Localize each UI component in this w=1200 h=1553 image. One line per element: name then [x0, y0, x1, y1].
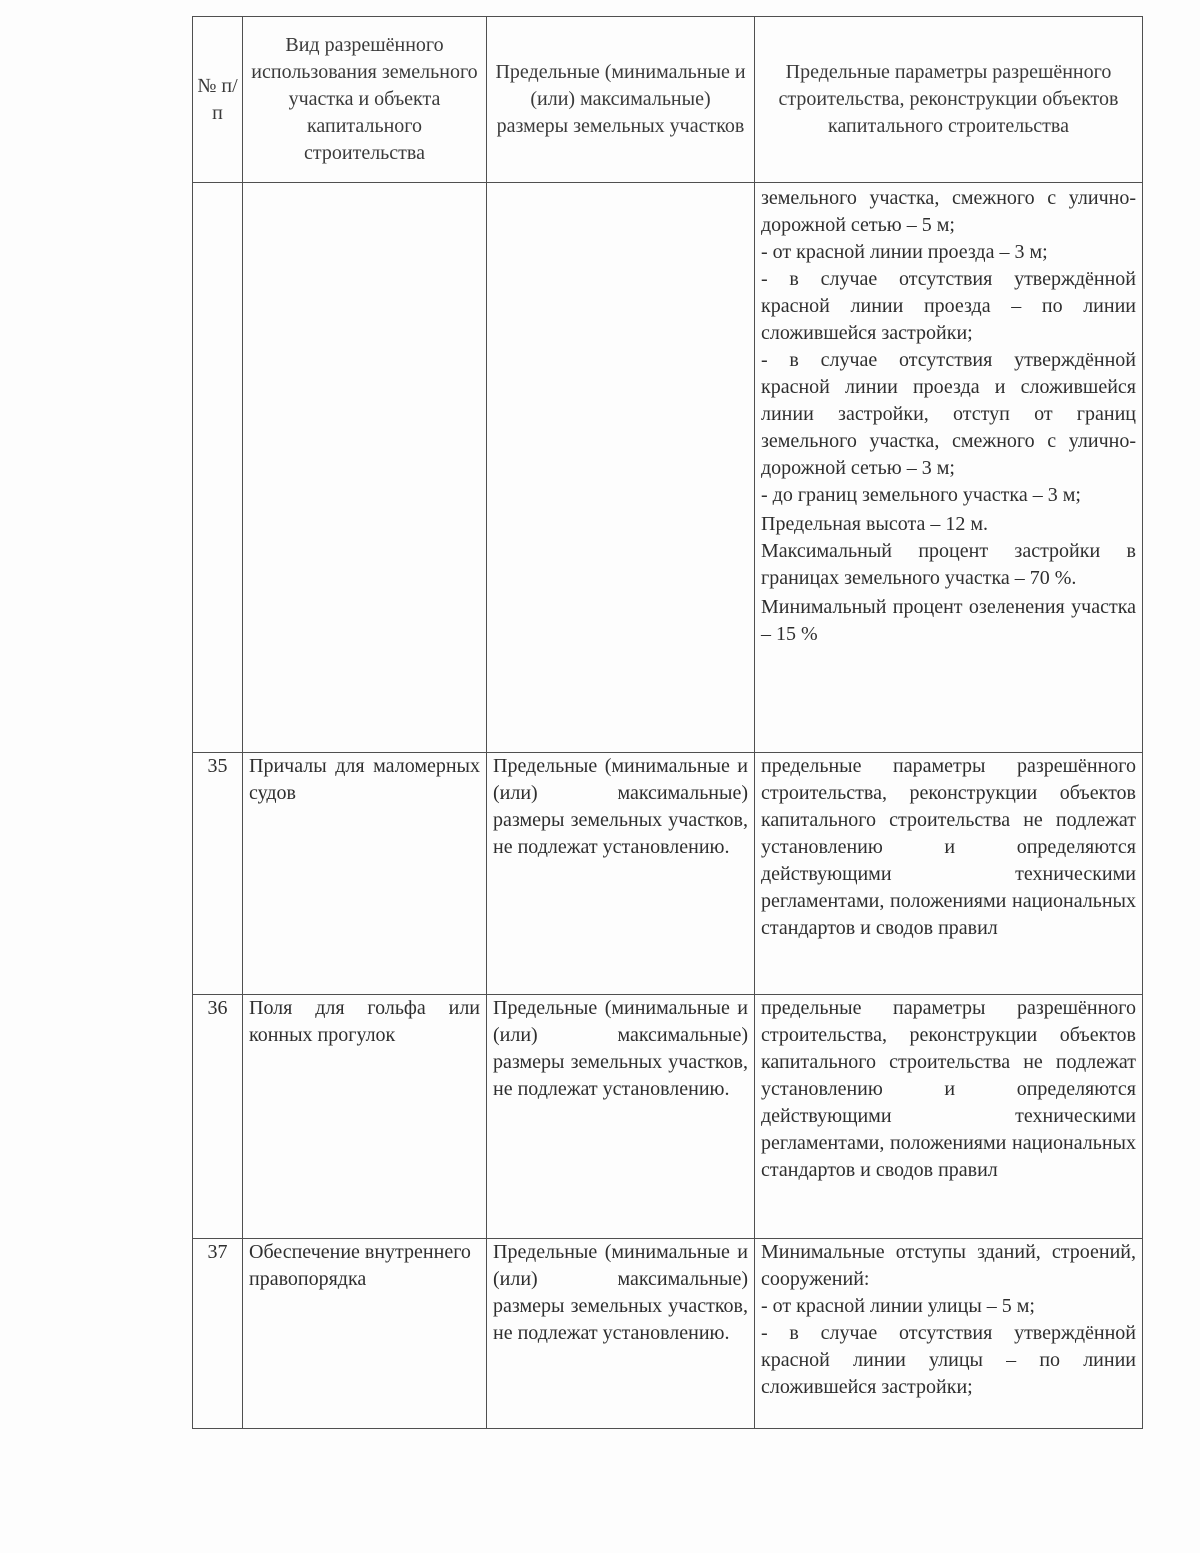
param-line: земельного участка, смежного с улично-дорожной сетью – 5 м;: [761, 187, 1136, 236]
param-line: - от красной линии проезда – 3 м;: [761, 241, 1048, 263]
header-use-kind: Вид разрешённого использования земельного участка и объекта капитального строительства: [243, 17, 487, 183]
table-header-row: [193, 17, 1143, 183]
param-line: - в случае отсутствия утверждённой красной линии проезда и сложившейся линии застройки, отступ от границ земельного участка, смежного с улично-дорожной сетью – 3 м;: [761, 349, 1136, 479]
row-number: [193, 183, 243, 753]
row-building-params: [755, 995, 1143, 1239]
param-line: Предельная высота – 12 м.: [761, 513, 989, 535]
table-row: [193, 995, 1143, 1239]
row-use-kind: [243, 183, 487, 753]
row-building-params: [755, 183, 1143, 753]
row-building-params: [755, 753, 1143, 995]
header-building-params: Предельные параметры разрешённого строительства, реконструкции объектов капитального строительства: [755, 17, 1143, 183]
param-line: Минимальные отступы зданий, строений, сооружений:: [761, 1241, 1136, 1290]
row-plot-size: [487, 183, 755, 753]
param-line: Минимальный процент озеленения участка – 15 %: [761, 596, 1136, 645]
param-line: предельные параметры разрешённого строительства, реконструкции объектов капитального строительства не подлежат установлению и определяются действующими техническими регламентами, положениями национальных стандартов и сводов правил: [761, 755, 1136, 939]
table-row: [193, 183, 1143, 753]
row-number: 36: [193, 995, 243, 1239]
param-line: - от красной линии улицы – 5 м;: [761, 1295, 1035, 1317]
row-number: 37: [193, 1239, 243, 1429]
header-number: № п/п: [193, 17, 243, 183]
table-row: [193, 753, 1143, 995]
row-use-kind: Поля для гольфа или конных прогулок: [243, 995, 487, 1239]
row-building-params: [755, 1239, 1143, 1429]
param-line: - в случае отсутствия утверждённой красной линии проезда – по линии сложившейся застройки;: [761, 268, 1136, 344]
row-plot-size: Предельные (минимальные и (или) максимальные) размеры земельных участков, не подлежат установлению.: [487, 753, 755, 995]
row-number: 35: [193, 753, 243, 995]
row-plot-size: Предельные (минимальные и (или) максимальные) размеры земельных участков, не подлежат установлению.: [487, 1239, 755, 1429]
row-use-kind: Обеспечение внутреннего правопорядка: [243, 1239, 487, 1429]
param-line: предельные параметры разрешённого строительства, реконструкции объектов капитального строительства не подлежат установлению и определяются действующими техническими регламентами, положениями национальных стандартов и сводов правил: [761, 997, 1136, 1181]
row-plot-size: Предельные (минимальные и (или) максимальные) размеры земельных участков, не подлежат установлению.: [487, 995, 755, 1239]
row-use-kind: Причалы для маломерных судов: [243, 753, 487, 995]
header-plot-size: Предельные (минимальные и (или) максимальные) размеры земельных участков: [487, 17, 755, 183]
param-line: - в случае отсутствия утверждённой красной линии улицы – по линии сложившейся застройки;: [761, 1322, 1136, 1398]
param-line: Максимальный процент застройки в границах земельного участка – 70 %.: [761, 540, 1136, 589]
regulations-table: [192, 16, 1143, 1429]
table-row: [193, 1239, 1143, 1429]
param-line: - до границ земельного участка – 3 м;: [761, 484, 1081, 506]
